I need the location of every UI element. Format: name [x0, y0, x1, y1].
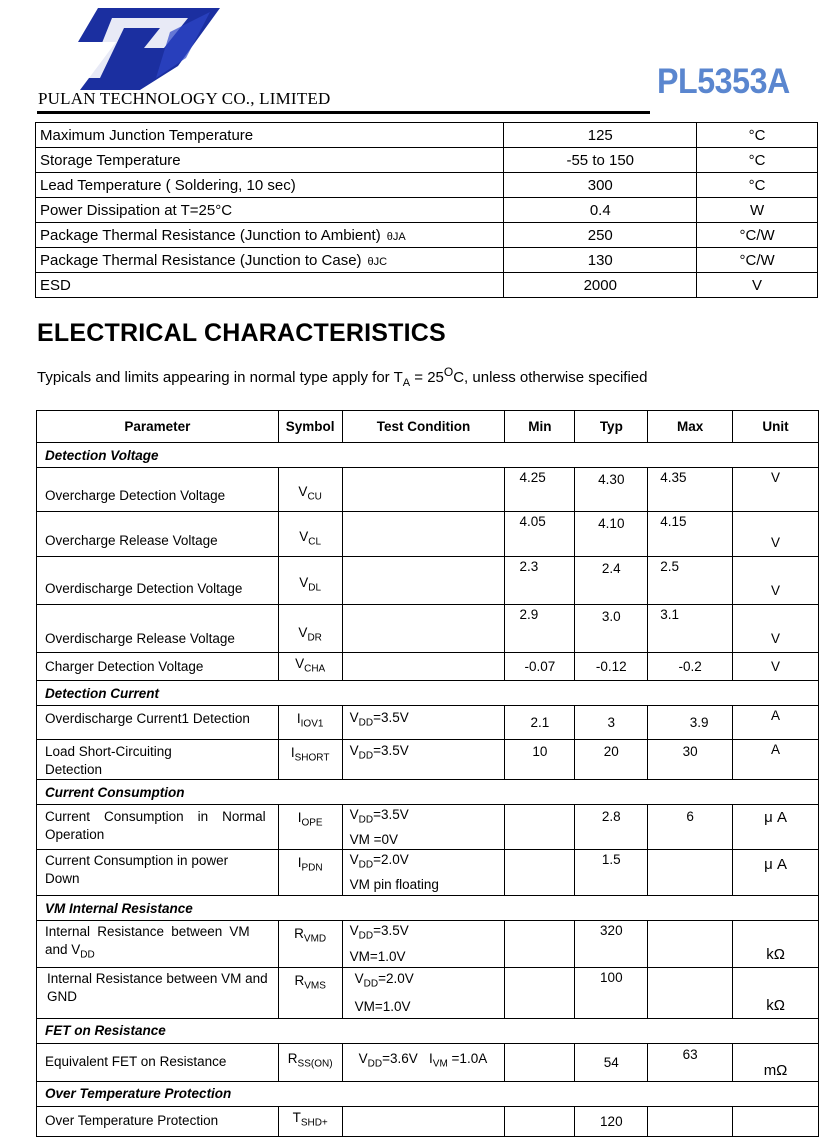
col-max: Max [648, 411, 733, 443]
col-parameter: Parameter [37, 411, 279, 443]
col-symbol: Symbol [278, 411, 342, 443]
electrical-table [36, 410, 819, 1137]
section-vm-resistance: VM Internal Resistance [37, 896, 819, 921]
rating-unit: V [697, 273, 818, 298]
section-current-consumption: Current Consumption [37, 780, 819, 805]
table-row: Overcharge Detection Voltage $V_{CU}$ 4.25 4.30 4.35 V [37, 468, 819, 512]
rating-unit: °C [697, 148, 818, 173]
table-row: Internal Resistance between VM and GND $R_{VMS}$ $V_{DD}=2.0V$ VM=1.0V 100 kΩ [37, 968, 819, 1019]
table-row: Overcharge Release Voltage $V_{CL}$ 4.05 4.10 4.15 V [37, 512, 819, 557]
col-typ: Typ [575, 411, 648, 443]
theta-symbol: θJA [386, 230, 406, 243]
section-fet-resistance: FET on Resistance [37, 1018, 819, 1043]
ratings-row [36, 223, 818, 248]
table-row: Equivalent FET on Resistance $R_{SS(ON)}$ $V_{DD}=3.6V$ $I_{VM} =1.0A$ 54 63 mΩ [37, 1043, 819, 1081]
theta-symbol: θJC [367, 255, 388, 268]
ratings-row [36, 248, 818, 273]
rating-value: -55 to 150 [504, 148, 697, 173]
part-number: PL5353A [657, 62, 790, 101]
rating-param: Power Dissipation at T=25°C [40, 201, 233, 219]
ratings-table [35, 122, 818, 298]
rating-unit: °C/W [697, 248, 818, 273]
header-row [37, 411, 819, 443]
rating-unit: °C/W [697, 223, 818, 248]
ratings-row [36, 198, 818, 223]
rating-param: Storage Temperature [40, 151, 181, 169]
header-rule [37, 111, 650, 114]
rating-param: Lead Temperature ( Soldering, 10 sec) [40, 176, 296, 194]
table-row: Internal Resistance between VM and $V_{DD}$ $R_{VMD}$ $V_{DD}=3.5V$ VM=1.0V 320 kΩ [37, 921, 819, 968]
rating-value: 250 [504, 223, 697, 248]
conditions-note: Typicals and limits appearing in normal type apply for $T_A = 25^OC$, unless otherwise specified [37, 365, 648, 389]
col-min: Min [505, 411, 575, 443]
table-row: Overdischarge Detection Voltage $V_{DL}$ 2.3 2.4 2.5 V [37, 557, 819, 605]
rating-unit: °C [697, 173, 818, 198]
rating-unit: °C [697, 123, 818, 148]
table-row: Overdischarge Current1 Detection $I_{IOV1}$ $V_{DD}=3.5V$ 2.1 3 3.9 A [37, 706, 819, 740]
table-row: Charger Detection Voltage $V_{CHA}$ -0.07 -0.12 -0.2 V [37, 653, 819, 681]
company-name: PULAN TECHNOLOGY CO., LIMITED [38, 89, 331, 108]
rating-value: 2000 [504, 273, 697, 298]
rating-param: ESD [40, 276, 71, 294]
company-logo [60, 8, 220, 90]
col-unit: Unit [733, 411, 819, 443]
section-title: ELECTRICAL CHARACTERISTICS [37, 319, 446, 347]
table-row: Load Short-Circuiting Detection $I_{SHORT}$ $V_{DD}=3.5V$ 10 20 30 A [37, 740, 819, 780]
section-detection-voltage: Detection Voltage [37, 443, 819, 468]
rating-value: 130 [504, 248, 697, 273]
col-test-condition: Test Condition [342, 411, 505, 443]
rating-param: Package Thermal Resistance (Junction to Case) [40, 251, 362, 269]
rating-value: 0.4 [504, 198, 697, 223]
table-row: Over Temperature Protection $T_{SHD+}$ 120 [37, 1106, 819, 1136]
ratings-row [36, 173, 818, 198]
section-over-temp: Over Temperature Protection [37, 1081, 819, 1106]
ratings-row [36, 273, 818, 298]
rating-unit: W [697, 198, 818, 223]
rating-value: 300 [504, 173, 697, 198]
table-row: Current Consumption in power Down $I_{PDN}$ $V_{DD}=2.0V$ VM pin floating 1.5 μ A [37, 849, 819, 896]
rating-value: 125 [504, 123, 697, 148]
table-row: Overdischarge Release Voltage $V_{DR}$ 2.9 3.0 3.1 V [37, 605, 819, 653]
rating-param: Maximum Junction Temperature [40, 126, 254, 144]
ratings-row [36, 123, 818, 148]
section-detection-current: Detection Current [37, 681, 819, 706]
table-row: Current Consumption in Normal Operation $I_{OPE}$ $V_{DD}=3.5V$ VM =0V 2.8 6 μ A [37, 805, 819, 850]
rating-param: Package Thermal Resistance (Junction to Ambient) [40, 226, 381, 244]
ratings-row [36, 148, 818, 173]
